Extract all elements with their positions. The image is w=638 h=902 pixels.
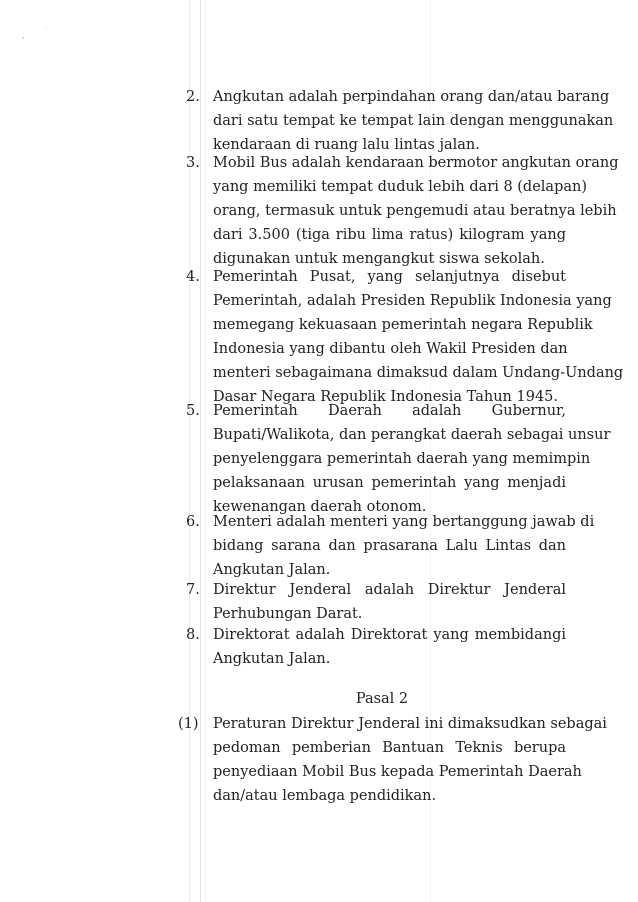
item-text-line: Angkutan Jalan. — [213, 651, 331, 667]
item-text-line: menteri sebagaimana dimaksud dalam Undang-Undang — [213, 365, 624, 381]
item-text-line: Bupati/Walikota, dan perangkat daerah sebagai unsur — [213, 427, 611, 443]
item-text-line: dari 3.500 (tiga ribu lima ratus) kilogram yang — [213, 227, 566, 243]
item-text-line: Dasar Negara Republik Indonesia Tahun 1945. — [213, 389, 559, 405]
article-heading: Pasal 2 — [355, 691, 409, 707]
item-text-line: memegang kekuasaan pemerintah negara Republik — [213, 317, 593, 333]
clause-number: (1) — [178, 716, 199, 732]
item-number: 2. — [186, 89, 200, 105]
item-number: 5. — [186, 403, 200, 419]
item-text-line: Perhubungan Darat. — [213, 606, 363, 622]
item-text-line: digunakan untuk mengangkut siswa sekolah. — [213, 251, 545, 267]
item-text-line: orang, termasuk untuk pengemudi atau beratnya lebih — [213, 203, 617, 219]
item-text-line: Mobil Bus adalah kendaraan bermotor angkutan orang — [213, 155, 619, 171]
item-text-line: yang memiliki tempat duduk lebih dari 8 (delapan) — [213, 179, 587, 195]
item-text-line: pelaksanaan urusan pemerintah yang menjadi — [213, 475, 566, 491]
item-text-line: Direktorat adalah Direktorat yang membidangi — [213, 627, 566, 643]
scan-artifact-line — [189, 0, 190, 902]
scan-artifact-line — [205, 0, 206, 902]
item-text-line: Angkutan Jalan. — [213, 562, 331, 578]
scan-speck — [22, 37, 24, 39]
item-text-line: Angkutan adalah perpindahan orang dan/atau barang — [213, 89, 610, 105]
item-text-line: Direktur Jenderal adalah Direktur Jenderal — [213, 582, 566, 598]
item-text-line: dari satu tempat ke tempat lain dengan menggunakan — [213, 113, 614, 129]
item-text-line: Indonesia yang dibantu oleh Wakil Presiden dan — [213, 341, 568, 357]
item-text-line: penyelenggara pemerintah daerah yang memimpin — [213, 451, 591, 467]
item-text-line: Pemerintah, adalah Presiden Republik Indonesia yang — [213, 293, 612, 309]
item-text-line: kewenangan daerah otonom. — [213, 499, 427, 515]
clause-text-line: penyediaan Mobil Bus kepada Pemerintah Daerah — [213, 764, 582, 780]
item-number: 6. — [186, 514, 200, 530]
scan-artifact-line — [200, 0, 201, 902]
item-number: 4. — [186, 269, 200, 285]
clause-text-line: pedoman pemberian Bantuan Teknis berupa — [213, 740, 566, 756]
item-text-line: bidang sarana dan prasarana Lalu Lintas dan — [213, 538, 566, 554]
item-text-line: Pemerintah Daerah adalah Gubernur, — [213, 403, 566, 419]
item-text-line: Menteri adalah menteri yang bertanggung jawab di — [213, 514, 595, 530]
item-text-line: kendaraan di ruang lalu lintas jalan. — [213, 137, 480, 153]
item-number: 8. — [186, 627, 200, 643]
item-number: 3. — [186, 155, 200, 171]
item-number: 7. — [186, 582, 200, 598]
scan-speck — [46, 28, 47, 29]
item-text-line: Pemerintah Pusat, yang selanjutnya disebut — [213, 269, 566, 285]
clause-text-line: Peraturan Direktur Jenderal ini dimaksudkan sebagai — [213, 716, 607, 732]
clause-text-line: dan/atau lembaga pendidikan. — [213, 788, 437, 804]
